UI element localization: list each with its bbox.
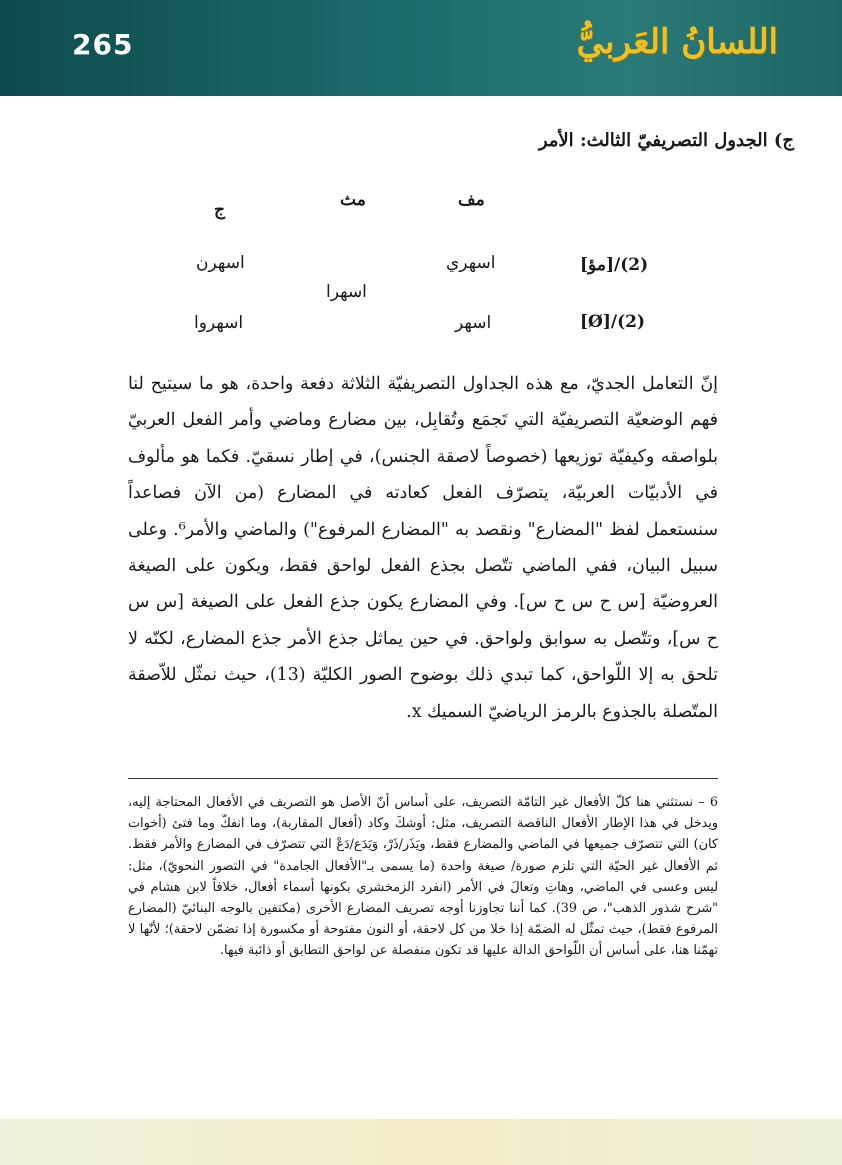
row-label-feminine: [مؤ]/(2) [580, 255, 649, 275]
cell-masculine-plural: اسهروا [194, 313, 244, 333]
row-label-masculine: [Ø]/(2) [580, 312, 646, 332]
section-title: ج) الجدول التصريفيّ الثالث: الأمر [538, 130, 794, 151]
cell-masculine-singular: اسهر [455, 313, 492, 333]
page-header [0, 0, 842, 96]
footnote-6: 6 – نستثني هنا كلّ الأفعال غير التامّة التصريف، على أساس أنّ الأصل هو التصريف في الأفعال المحتاجة إليه، ويدخل في هذا الإطار الأفعال الناقصة التصريف، مثل: أوشكَ وكاد (أفعال المقاربة)، وما انفكّ وما فتئ (أخوات كان) التي تتصرّف جميعها في الماضي والمضارع فقط، ويَذَر/ذَرْ، وَيَدَع/دَعْ التي تتصرّف في المضارع والأمر فقط. ثم الأفعال غير الحيّة التي تلزم صورة/ صيغة واحدة (ما يسمى بـ"الأفعال الجامدة" في التصور النحويّ)، مثل: ليس وعسى في الماضي، وهاتِ وتعالَ في الأمر (انفرد الزمخشري بكونها أسماء أفعال، خلافاً لابن هشام في "شرح شذور الذهب"، ص 39). كما أننا تجاوزنا أوجه تصريف المضارع الأخرى (مكتفين بالوجه البنائيّ (المضارع المرفوع فقط)، حيث تمثّل له الضمّة إذا خلا من كل لاحقة، أو النون مفتوحة أو مكسورة إذا تضمّن لاحقة)؛ لأنّها لا تهمّنا هنا، على أساس أن اللّواحق الدالة عليها قد تكون منفصلة عن لواحق التطابق أو ذائبة فيها. [128, 795, 718, 959]
col-header-j: ج [214, 200, 225, 220]
cell-dual: اسهرا [326, 282, 367, 302]
footnote-separator [128, 778, 718, 779]
body-paragraph: إنّ التعامل الجديّ، مع هذه الجداول التصريفيّة الثلاثة دفعة واحدة، هو ما سيتيح لنا فهم الوضعيّة التصريفيّة التي تَجمَع وتُقابِل، بين مضارع وماضي وأمر الفعل العربيّ بلواصقه وكيفيّة توزيعها (خصوصاً لاصقة الجنس)، في إطار نسقيّ. فكما هو مألوف في الأدبيّات العربيّة، يتصرّف الفعل كعادته في المضارع (من الآن فصاعداً سنستعمل لفظ "المضارع" ونقصد به "المضارع المرفوع") والماضي والأمر⁶. وعلى سبيل البيان، ففي الماضي تتّصل بجذع الفعل لواحق فقط، ويكون على الصيغة العروضيّة [س ح س ح س]. وفي المضارع يكون جذع الفعل على الصيغة [س س ح س]، وتتّصل به سوابق ولواحق. في حين يماثل جذع الأمر جذع المضارع، لكنّه لا تلحق به إلا اللّواحق، كما تبدي ذلك بوضوح الصور الكليّة (13)، حيث نمثّل للاّصقة المتّصلة بالجذوع بالرمز الرياضيّ السميك x. [128, 374, 718, 722]
col-header-mf: مف [458, 190, 485, 210]
page-number: 265 [72, 28, 134, 61]
page-footer-band [0, 1119, 842, 1165]
journal-logo: اللسانُ العَربيُّ [576, 22, 778, 62]
col-header-mth: مث [340, 190, 366, 210]
cell-feminine-singular: اسهري [446, 253, 496, 273]
cell-feminine-plural: اسهرن [196, 253, 245, 273]
